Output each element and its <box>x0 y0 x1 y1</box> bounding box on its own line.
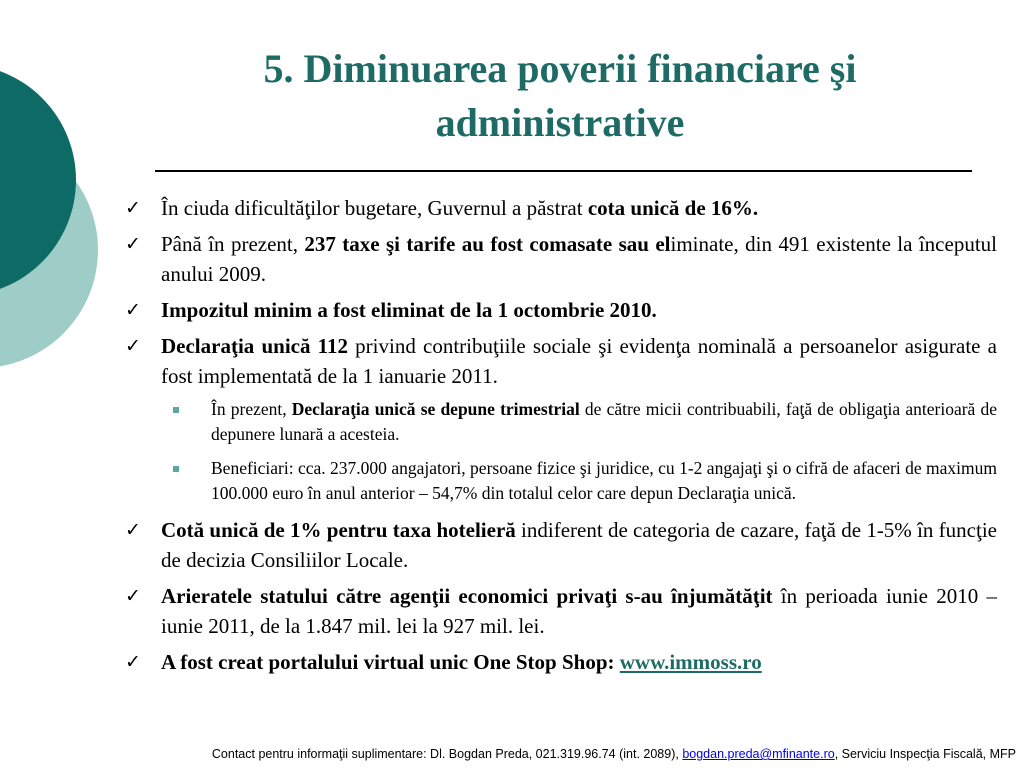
check-mark-icon: ✓ <box>125 651 141 673</box>
sub-bullet-quarterly-filing <box>125 397 997 447</box>
bullet-declaration-112 <box>125 331 997 391</box>
footer-text: Contact pentru informaţii suplimentare: Dl. Bogdan Preda, 021.319.96.74 (int. 2089), <box>211 747 683 761</box>
bullet-emphasis: cota unică de 16%. <box>587 196 759 220</box>
bullet-emphasis: A fost creat portalului virtual unic One Stop Shop: <box>161 650 620 674</box>
bullet-text: în perioada iunie 2010 – iunie 2011, de la 1.847 mil. lei la 927 mil. lei. <box>161 584 997 638</box>
bullet-text: Până în prezent, <box>161 232 305 256</box>
bullet-flat-tax <box>125 193 997 223</box>
bullet-list <box>125 193 997 683</box>
bullet-emphasis: 237 taxe şi tarife au fost comasate sau el <box>304 232 671 256</box>
footer-text: , Serviciu Inspecţia Fiscală, MFP <box>834 747 1016 761</box>
bullet-arrears <box>125 581 997 641</box>
check-mark-icon: ✓ <box>125 335 141 357</box>
bullet-text: indiferent de categoria de cazare, faţă de 1-5% în funcţie de decizia Consiliilor Locale. <box>161 518 997 572</box>
title-underline <box>155 170 972 172</box>
decorative-circles <box>0 0 140 420</box>
check-mark-icon: ✓ <box>125 519 141 541</box>
immoss-link[interactable]: www.immoss.ro <box>619 650 762 674</box>
square-bullet-icon <box>173 466 179 472</box>
sub-bullet-text: Beneficiari: cca. 237.000 angajatori, persoane fizice şi juridice, cu 1-2 angajaţi şi o cifră de afaceri de maximum 100.000 euro în anul anterior – 54,7% din totalul celor care depun Declaraţia unică. <box>211 458 997 503</box>
sub-bullet-beneficiaries <box>125 456 997 506</box>
bullet-emphasis: Arieratele statului către agenţii economici privaţi s-au înjumătăţit <box>161 584 773 608</box>
sub-bullet-text: de către micii contribuabili, faţă de obligaţia anterioară de depunere lunară a acesteia. <box>211 399 997 444</box>
bullet-text: privind contribuţiile sociale şi evidenţa nominală a persoanelor asigurate a fost implementată de la 1 ianuarie 2011. <box>161 334 997 388</box>
check-mark-icon: ✓ <box>125 233 141 255</box>
bullet-emphasis: Impozitul minim a fost eliminat de la 1 octombrie 2010. <box>161 298 657 322</box>
bullet-emphasis: Declaraţia unică 112 <box>161 334 348 358</box>
check-mark-icon: ✓ <box>125 197 141 219</box>
sub-bullet-emphasis: Declaraţia unică se depune trimestrial <box>291 399 580 419</box>
check-mark-icon: ✓ <box>125 585 141 607</box>
title-line-2: administrative <box>435 100 685 145</box>
title-line-1: 5. Diminuarea poverii financiare şi <box>263 46 857 91</box>
check-mark-icon: ✓ <box>125 299 141 321</box>
bullet-one-stop-shop <box>125 647 997 677</box>
square-bullet-icon <box>173 407 179 413</box>
sub-bullet-text: În prezent, <box>211 399 292 419</box>
bullet-emphasis: Cotă unică de 1% pentru taxa hotelieră <box>161 518 516 542</box>
bullet-text: În ciuda dificultăţilor bugetare, Guvernul a păstrat <box>161 196 588 220</box>
email-link[interactable]: bogdan.preda@mfinante.ro <box>682 747 835 761</box>
bullet-hotel-tax <box>125 515 997 575</box>
bullet-taxes-merged <box>125 229 997 289</box>
slide-title <box>150 42 970 150</box>
bullet-minimum-tax <box>125 295 997 325</box>
contact-footer <box>0 746 1016 762</box>
bullet-text: iminate, din 491 existente la începutul anului 2009. <box>161 232 997 286</box>
